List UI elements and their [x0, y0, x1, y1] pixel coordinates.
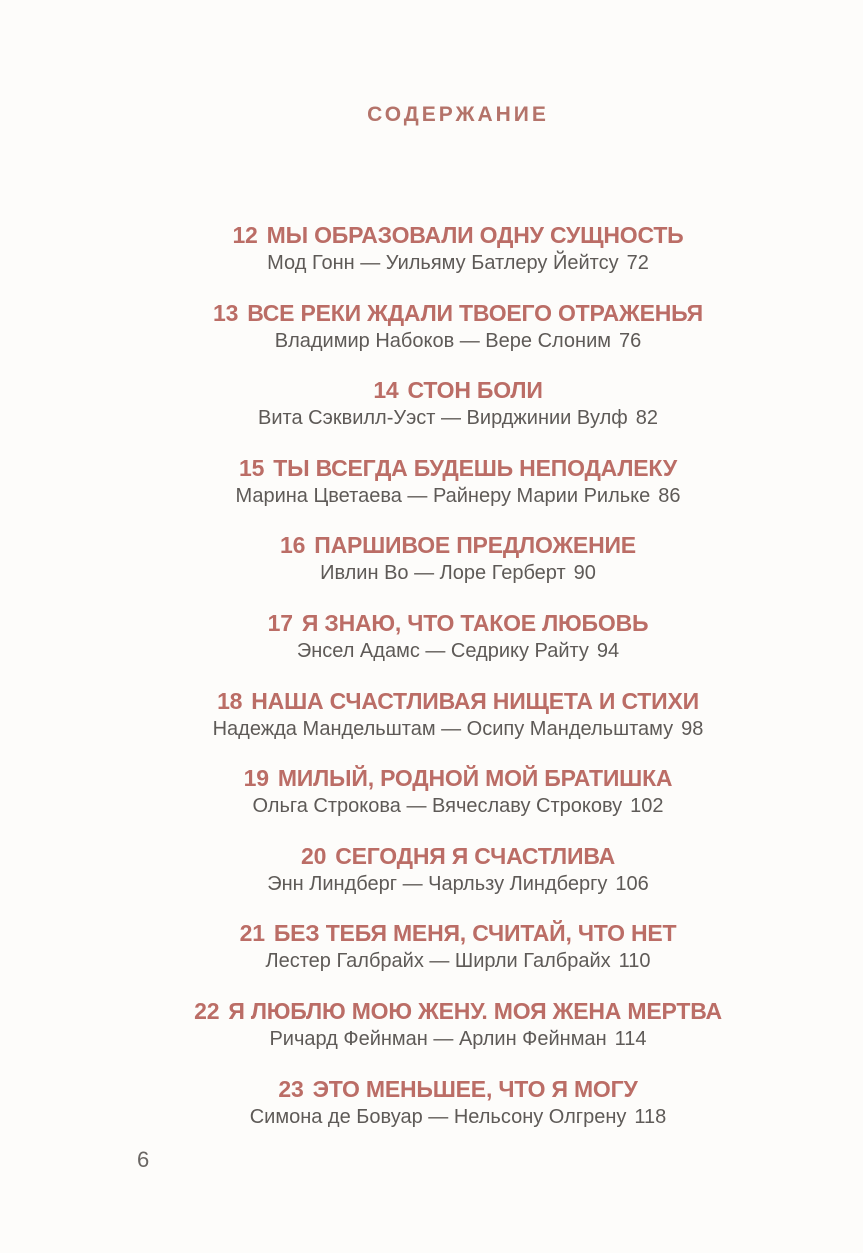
toc-entry-byline — [0, 716, 863, 742]
toc-entry-page: 94 — [596, 639, 620, 662]
toc-entry-page: 106 — [615, 872, 649, 895]
toc-entry-number: 13 — [213, 299, 239, 326]
toc-entry-title: ЭТО МЕНЬШЕЕ, ЧТО Я МОГУ — [312, 1075, 638, 1102]
toc-entry-byline — [0, 1026, 863, 1052]
toc-entry-number: 23 — [278, 1075, 304, 1102]
toc-entry-byline — [0, 560, 863, 586]
toc-entry-heading — [0, 1074, 863, 1104]
toc-entry-page: 82 — [635, 407, 658, 430]
toc-entry-page: 86 — [658, 484, 681, 507]
toc-entry-author: Симона де Бовуар — Нельсону Олгрену — [249, 1105, 627, 1128]
toc-entry-byline — [0, 250, 863, 276]
toc-entry — [0, 763, 863, 841]
toc-entry-title: ВСЕ РЕКИ ЖДАЛИ ТВОЕГО ОТРАЖЕНЬЯ — [247, 299, 703, 326]
table-of-contents — [0, 220, 863, 1151]
toc-entry-number: 12 — [232, 222, 258, 248]
toc-entry-byline — [0, 405, 863, 431]
toc-entry-number: 14 — [373, 377, 399, 404]
toc-entry-title: МЫ ОБРАЗОВАЛИ ОДНУ СУЩНОСТЬ — [266, 222, 684, 248]
toc-entry-number: 21 — [239, 920, 265, 947]
toc-entry-title: БЕЗ ТЕБЯ МЕНЯ, СЧИТАЙ, ЧТО НЕТ — [273, 920, 677, 947]
toc-entry-byline — [0, 638, 863, 664]
page-title: СОДЕРЖАНИЕ — [367, 103, 549, 126]
toc-entry-number: 15 — [239, 454, 265, 481]
toc-entry-author: Марина Цветаева — Райнеру Марии Рильке — [235, 484, 651, 507]
toc-entry-byline — [0, 948, 863, 974]
toc-entry — [0, 220, 863, 298]
toc-entry-title: НАША СЧАСТЛИВАЯ НИЩЕТА И СТИХИ — [251, 687, 699, 714]
toc-entry-byline — [0, 328, 863, 354]
toc-entry-page: 72 — [626, 252, 649, 274]
toc-entry-heading — [0, 453, 863, 483]
toc-entry-title: ПАРШИВОЕ ПРЕДЛОЖЕНИЕ — [314, 532, 636, 559]
toc-entry-author: Энсел Адамс — Седрику Райту — [296, 639, 589, 662]
toc-entry-page: 102 — [630, 795, 664, 818]
toc-entry-title: ТЫ ВСЕГДА БУДЕШЬ НЕПОДАЛЕКУ — [273, 454, 677, 481]
toc-entry-number: 19 — [243, 765, 269, 792]
toc-entry-author: Ивлин Во — Лоре Герберт — [320, 562, 566, 585]
page-number: 6 — [137, 1147, 150, 1172]
toc-entry-byline — [0, 793, 863, 819]
toc-entry-title: Я ЛЮБЛЮ МОЮ ЖЕНУ. МОЯ ЖЕНА МЕРТВА — [228, 997, 722, 1024]
toc-entry-heading — [0, 841, 863, 871]
toc-entry-number: 16 — [280, 532, 306, 559]
toc-entry-number: 18 — [217, 687, 243, 714]
toc-entry-author: Лестер Галбрайх — Ширли Галбрайх — [265, 950, 611, 973]
toc-entry-heading — [0, 763, 863, 793]
toc-entry-page: 98 — [681, 717, 704, 740]
toc-entry-byline — [0, 871, 863, 897]
toc-entry — [0, 608, 863, 686]
toc-entry-heading — [0, 996, 863, 1026]
toc-entry-title: СЕГОДНЯ Я СЧАСТЛИВА — [335, 842, 615, 869]
toc-entry-heading — [0, 530, 863, 560]
toc-entry-author: Энн Линдберг — Чарльзу Линдбергу — [267, 872, 608, 895]
toc-entry-heading — [0, 608, 863, 638]
toc-entry-title: Я ЗНАЮ, ЧТО ТАКОЕ ЛЮБОВЬ — [301, 609, 649, 636]
toc-entry — [0, 918, 863, 996]
toc-entry — [0, 841, 863, 919]
toc-entry-number: 20 — [301, 842, 327, 869]
toc-entry — [0, 1074, 863, 1152]
toc-entry-page: 110 — [618, 950, 651, 973]
toc-entry — [0, 530, 863, 608]
toc-entry-heading — [0, 375, 863, 405]
toc-entry-byline — [0, 483, 863, 509]
toc-entry-author: Надежда Мандельштам — Осипу Мандельштаму — [212, 717, 674, 740]
toc-entry-heading — [0, 686, 863, 716]
toc-entry-byline — [0, 1104, 863, 1130]
toc-entry-page: 76 — [619, 329, 642, 352]
toc-entry-number: 22 — [194, 997, 220, 1024]
toc-entry-author: Ольга Строкова — Вячеславу Строкову — [252, 795, 623, 818]
toc-entry — [0, 298, 863, 376]
toc-entry-heading — [0, 220, 863, 250]
toc-entry-title: МИЛЫЙ, РОДНОЙ МОЙ БРАТИШКА — [277, 765, 673, 792]
toc-entry-heading — [0, 298, 863, 328]
toc-entry — [0, 375, 863, 453]
toc-entry-heading — [0, 918, 863, 948]
toc-entry-title: СТОН БОЛИ — [407, 377, 543, 404]
toc-entry-author: Ричард Фейнман — Арлин Фейнман — [269, 1027, 607, 1050]
toc-entry-page: 114 — [614, 1027, 647, 1050]
toc-entry-number: 17 — [267, 609, 293, 636]
toc-entry-author: Вита Сэквилл-Уэст — Вирджинии Вулф — [258, 407, 628, 430]
toc-entry-page: 90 — [573, 562, 596, 585]
toc-entry — [0, 686, 863, 764]
toc-entry — [0, 996, 863, 1074]
toc-entry-page: 118 — [634, 1105, 667, 1128]
toc-entry-author: Владимир Набоков — Вере Слоним — [274, 329, 611, 352]
toc-entry — [0, 453, 863, 531]
toc-entry-author: Мод Гонн — Уильяму Батлеру Йейтсу — [267, 252, 619, 274]
